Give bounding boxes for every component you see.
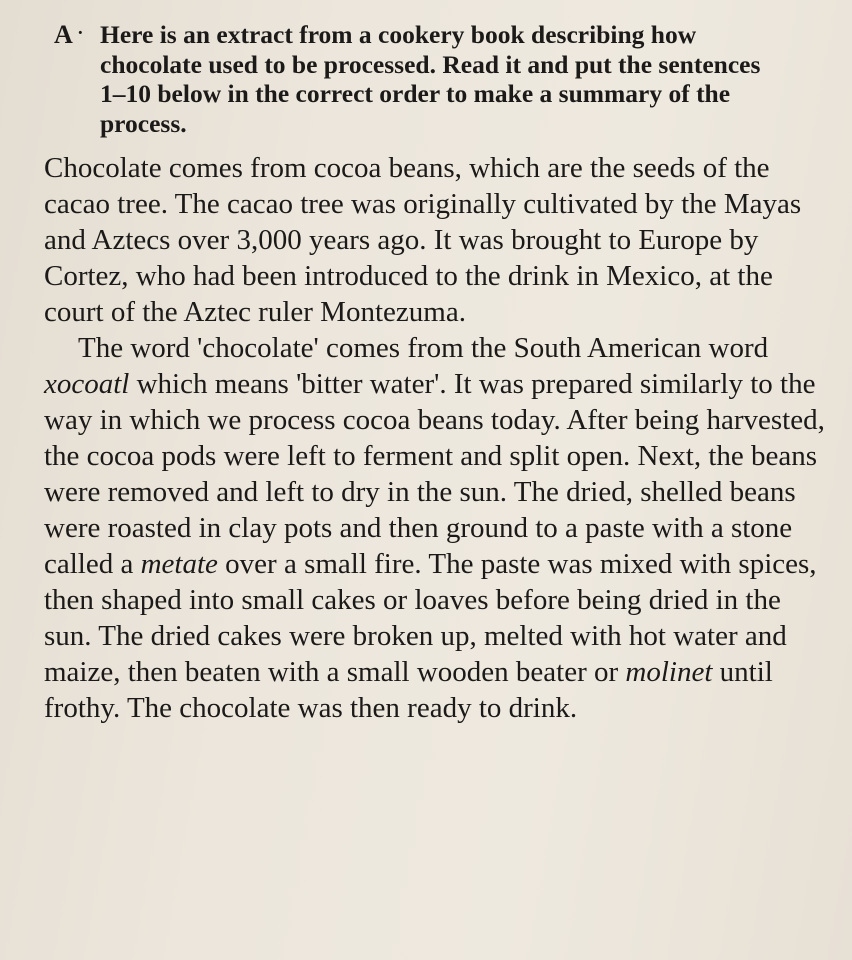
paragraph-2-text-1: The word 'chocolate' comes from the South American word [78,332,769,364]
extract-text [44,150,834,726]
exercise-letter: A · [54,20,73,49]
paragraph-1: Chocolate comes from cocoa beans, which are the seeds of the cacao tree. The cacao tree was originally cultivated by the Mayas and Aztecs over 3,000 years ago. It was brought to Europe by Cortez, who had been introduced to the drink in Mexico, at the court of the Aztec ruler Montezuma. [44,152,802,328]
term-molinet: molinet [625,656,713,688]
paragraph-2 [44,330,834,726]
paragraph-2-text-2: which means 'bitter water'. It was prepared similarly to the way in which we process cocoa beans today. After being harvested, the cocoa pods were left to ferment and split open. Next, the beans were removed and left to dry in the sun. The dried, shelled beans were roasted in clay pots and then ground to a paste with a stone called a [44,368,825,580]
exercise-header [44,20,834,138]
paragraph-2-text-3: over a small fire. The paste was mixed with spices, then shaped into small cakes or loaves before being dried in the sun. The dried cakes were broken up, melted with hot water and maize, then beaten with a small wooden beater or [44,548,817,688]
textbook-page [44,20,834,950]
paragraph-2-text-4: until frothy. The chocolate was then ready to drink. [44,656,773,724]
term-xocoatl: xocoatl [44,368,130,400]
exercise-instruction: Here is an extract from a cookery book describing how chocolate used to be processed. Read it and put the sentences 1–10 below in the correct order to make a summary of the process. [100,20,761,138]
term-metate: metate [140,548,218,580]
